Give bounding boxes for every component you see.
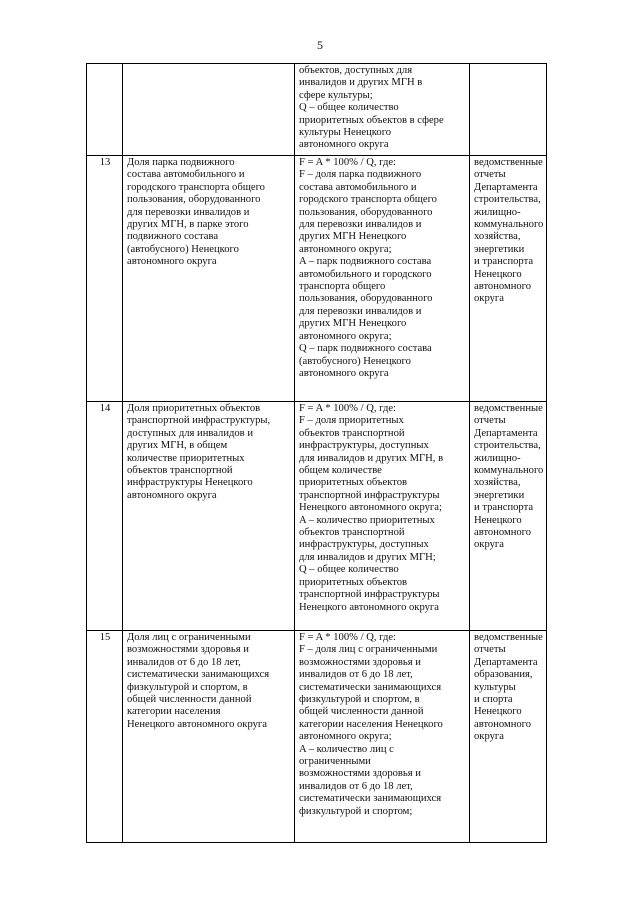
source-cell: ведомственные отчеты Департамента строительства, жилищно- коммунального хозяйства, энергетики и транспорта Ненецкого автономного округа	[470, 402, 547, 631]
source-cell: ведомственные отчеты Департамента образования, культуры и спорта Ненецкого автономного округа	[470, 631, 547, 843]
indicator-table	[86, 63, 547, 843]
indicator-name-cell: Доля лиц с ограниченными возможностями здоровья и инвалидов от 6 до 18 лет, систематически занимающихся физкультурой и спортом, в общей численности данной категории населения Ненецкого автономного округа	[123, 631, 295, 843]
indicator-name-cell: Доля приоритетных объектов транспортной инфраструктуры, доступных для инвалидов и других МГН, в общем количестве приоритетных объектов транспортной инфраструктуры Ненецкого автономного округа	[123, 402, 295, 631]
formula-cell: объектов, доступных для инвалидов и других МГН в сфере культуры; Q – общее количество приоритетных объектов в сфере культуры Ненецкого автономного округа	[295, 64, 470, 156]
row-number-cell	[87, 64, 123, 156]
table-row	[87, 156, 547, 402]
row-number-cell: 14	[87, 402, 123, 631]
formula-cell: F = A * 100% / Q, где: F – доля парка подвижного состава автомобильного и городского транспорта общего пользования, оборудованного для перевозки инвалидов и других МГН Ненецкого автономного округа; A – парк подвижного состава автомобильного и городского транспорта общего пользования, оборудованного для перевозки инвалидов и других МГН Ненецкого автономного округа; Q – парк подвижного состава (автобусного) Ненецкого автономного округа	[295, 156, 470, 402]
table-row	[87, 631, 547, 843]
row-number-cell: 13	[87, 156, 123, 402]
indicator-name-cell: Доля парка подвижного состава автомобильного и городского транспорта общего пользования, оборудованного для перевозки инвалидов и других МГН, в парке этого подвижного состава (автобусного) Ненецкого автономного округа	[123, 156, 295, 402]
page-number: 5	[317, 38, 323, 52]
indicator-name-cell	[123, 64, 295, 156]
source-cell: ведомственные отчеты Департамента строительства, жилищно- коммунального хозяйства, энергетики и транспорта Ненецкого автономного округа	[470, 156, 547, 402]
source-cell	[470, 64, 547, 156]
table-row	[87, 64, 547, 156]
row-number-cell: 15	[87, 631, 123, 843]
formula-cell: F = A * 100% / Q, где: F – доля лиц с ограниченными возможностями здоровья и инвалидов от 6 до 18 лет, систематически занимающихся физкультурой и спортом, в общей численности данной категории населения Ненецкого автономного округа; A – количество лиц с ограниченными возможностями здоровья и инвалидов от 6 до 18 лет, систематически занимающихся физкультурой и спортом;	[295, 631, 470, 843]
table-row	[87, 402, 547, 631]
formula-cell: F = A * 100% / Q, где: F – доля приоритетных объектов транспортной инфраструктуры, доступных для инвалидов и других МГН, в общем количестве приоритетных объектов транспортной инфраструктуры Ненецкого автономного округа; A – количество приоритетных объектов транспортной инфраструктуры, доступных для инвалидов и других МГН; Q – общее количество приоритетных объектов транспортной инфраструктуры Ненецкого автономного округа	[295, 402, 470, 631]
